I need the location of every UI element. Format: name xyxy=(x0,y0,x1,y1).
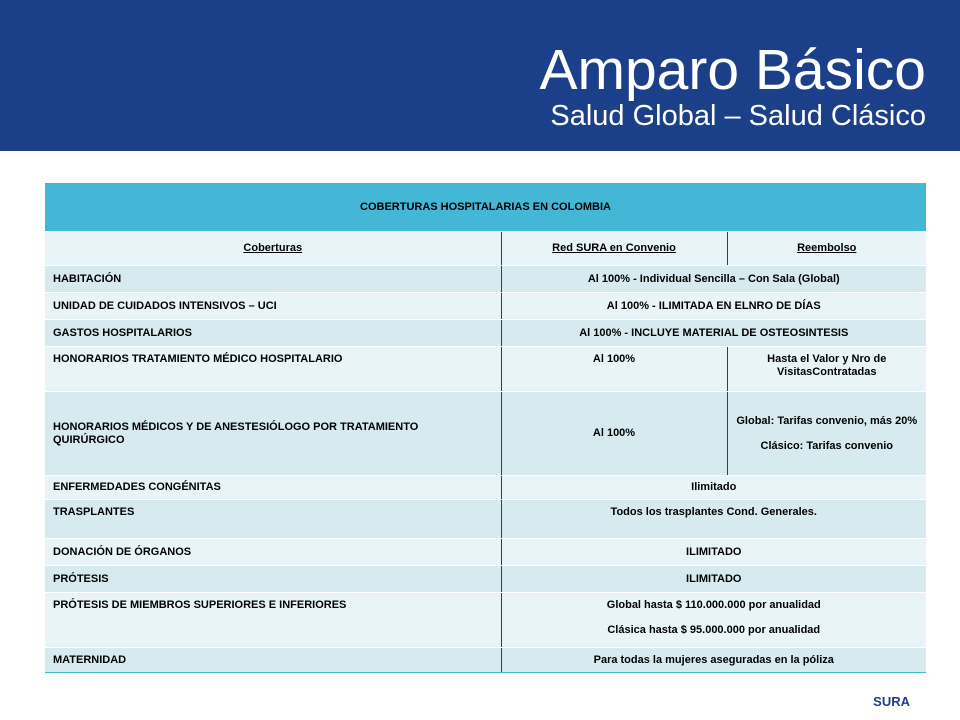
reembolso-clasico: Clásico: Tarifas convenio xyxy=(760,439,893,452)
table-row xyxy=(45,392,926,476)
row-label: UNIDAD DE CUIDADOS INTENSIVOS – UCI xyxy=(45,293,501,320)
row-label: HABITACIÓN xyxy=(45,266,501,293)
row-label: ENFERMEDADES CONGÉNITAS xyxy=(45,476,501,500)
table-row xyxy=(45,500,926,539)
row-label: TRASPLANTES xyxy=(45,500,501,539)
row-value: Al 100% - ILIMITADA EN ELNRO DE DÍAS xyxy=(501,293,926,320)
table-row xyxy=(45,293,926,320)
row-value xyxy=(501,593,926,648)
table-row xyxy=(45,648,926,673)
table-row xyxy=(45,347,926,392)
table-row xyxy=(45,266,926,293)
row-value: Ilimitado xyxy=(501,476,926,500)
row-value: Para todas la mujeres aseguradas en la póliza xyxy=(501,648,926,673)
row-red-value: Al 100% xyxy=(501,347,727,392)
page-subtitle: Salud Global – Salud Clásico xyxy=(550,100,926,132)
row-reembolso-value: Hasta el Valor y Nro de VisitasContratadas xyxy=(727,347,926,392)
row-label: HONORARIOS MÉDICOS Y DE ANESTESIÓLOGO POR TRATAMIENTO QUIRÚRGICO xyxy=(45,392,501,476)
table-title-row xyxy=(45,183,926,232)
reembolso-global: Global: Tarifas convenio, más 20% xyxy=(736,414,918,427)
row-value: Al 100% - INCLUYE MATERIAL DE OSTEOSINTESIS xyxy=(501,320,926,347)
row-label: PRÓTESIS DE MIEMBROS SUPERIORES E INFERIORES xyxy=(45,593,501,648)
row-red-value: Al 100% xyxy=(501,392,727,476)
table-row xyxy=(45,320,926,347)
table-row xyxy=(45,593,926,648)
table-row xyxy=(45,539,926,566)
table-header-row xyxy=(45,232,926,266)
sura-logo-text: SURA xyxy=(873,694,910,709)
row-label: DONACIÓN DE ÓRGANOS xyxy=(45,539,501,566)
row-value: Al 100% - Individual Sencilla – Con Sala (Global) xyxy=(501,266,926,293)
row-label: GASTOS HOSPITALARIOS xyxy=(45,320,501,347)
table-row xyxy=(45,476,926,500)
header-banner xyxy=(0,0,960,151)
row-value: ILIMITADO xyxy=(501,539,926,566)
row-value: ILIMITADO xyxy=(501,566,926,593)
table-title: COBERTURAS HOSPITALARIAS EN COLOMBIA xyxy=(45,183,926,232)
page-title: Amparo Básico xyxy=(539,38,926,102)
row-label: PRÓTESIS xyxy=(45,566,501,593)
value-global: Global hasta $ 110.000.000 por anualidad xyxy=(606,599,821,611)
column-header-coberturas: Coberturas xyxy=(45,232,501,266)
table-row xyxy=(45,566,926,593)
row-label: HONORARIOS TRATAMIENTO MÉDICO HOSPITALARIO xyxy=(45,347,501,392)
coverage-table xyxy=(45,183,926,673)
column-header-reembolso: Reembolso xyxy=(727,232,926,266)
column-header-red-sura: Red SURA en Convenio xyxy=(501,232,727,266)
value-clasica: Clásica hasta $ 95.000.000 por anualidad xyxy=(607,624,821,636)
row-label: MATERNIDAD xyxy=(45,648,501,673)
row-value: Todos los trasplantes Cond. Generales. xyxy=(501,500,926,539)
row-reembolso-value xyxy=(727,392,926,476)
